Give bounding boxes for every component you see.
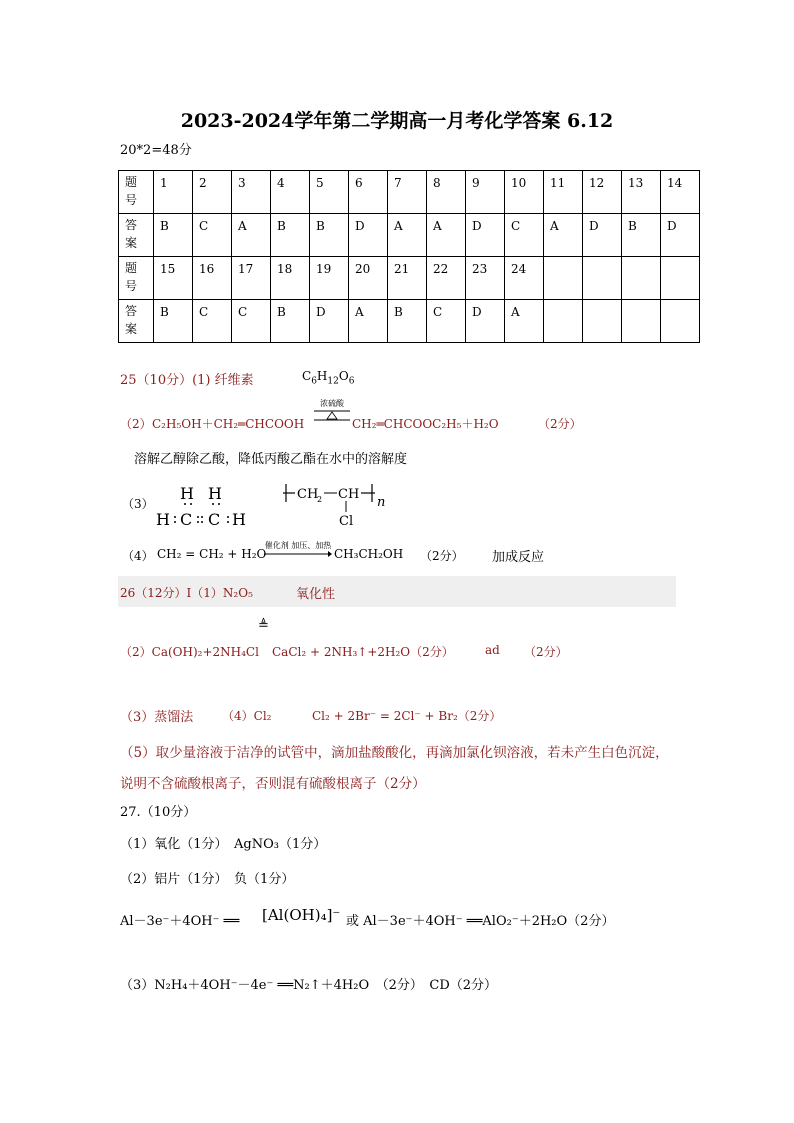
table-cell: A — [505, 300, 544, 343]
svg-text:2: 2 — [317, 495, 323, 504]
q25-p2-eq-left: C₂H₅OH＋CH₂═CHCOOH — [152, 417, 305, 431]
q25-p4-score: （2分） — [420, 549, 464, 563]
table-cell: A — [544, 214, 583, 257]
table-cell: 21 — [388, 257, 427, 300]
table-cell: D — [661, 214, 700, 257]
q26-p2: （2）Ca(OH)₂+2NH₄Cl — [120, 645, 259, 659]
q27-eq-left: Al－3e⁻＋4OH⁻ ══ — [120, 914, 240, 929]
table-cell: 24 — [505, 257, 544, 300]
q26-head: 26（12分）I（1）N₂O₅ — [120, 586, 253, 600]
reversible-arrow-icon — [314, 408, 350, 424]
answer-table — [118, 170, 700, 343]
table-cell: B — [271, 214, 310, 257]
table-cell: 9 — [466, 171, 505, 214]
table-cell: 11 — [544, 171, 583, 214]
row-label: 答 案 — [119, 300, 154, 343]
table-cell — [583, 257, 622, 300]
svg-text:Cl: Cl — [339, 514, 354, 529]
answer-row — [119, 300, 700, 343]
table-cell: A — [388, 214, 427, 257]
q27-p2: （2）铝片（1分） 负（1分） — [120, 872, 295, 887]
table-cell: 20 — [349, 257, 388, 300]
ethylene-electron-structure — [152, 481, 252, 531]
q25-p2-condition: 浓硫酸 — [320, 399, 344, 408]
table-cell: D — [466, 214, 505, 257]
svg-text:C: C — [208, 510, 221, 529]
q25-formula: $C_6H_{12}O_6$ — [302, 369, 355, 387]
q27-eq-complex: [Al(OH)₄]⁻ — [262, 906, 341, 924]
q26-oxid: 氧化性 — [296, 587, 336, 602]
table-cell — [622, 257, 661, 300]
table-cell: 3 — [232, 171, 271, 214]
q25-p2-prefix: （2） — [120, 417, 152, 431]
q25-p4-type: 加成反应 — [492, 550, 545, 565]
table-cell: D — [310, 300, 349, 343]
svg-text:CH: CH — [338, 487, 360, 502]
pvc-structure — [283, 478, 393, 530]
q25-p4-prefix: （4） — [122, 549, 154, 563]
arrow-icon — [264, 550, 332, 558]
q25-p3-prefix: （3） — [122, 497, 154, 511]
table-cell: 17 — [232, 257, 271, 300]
table-cell: A — [232, 214, 271, 257]
table-cell — [661, 300, 700, 343]
table-cell: 6 — [349, 171, 388, 214]
table-cell: B — [310, 214, 349, 257]
table-cell: B — [388, 300, 427, 343]
table-cell: A — [427, 214, 466, 257]
heat-symbol: ≜ — [258, 618, 269, 633]
table-cell: 2 — [193, 171, 232, 214]
q26-p2-score: （2分） — [524, 645, 568, 659]
q26-p2-ad: ad — [485, 643, 500, 657]
table-cell: B — [154, 214, 193, 257]
table-cell: 8 — [427, 171, 466, 214]
table-cell: 22 — [427, 257, 466, 300]
table-cell — [583, 300, 622, 343]
table-cell: C — [505, 214, 544, 257]
q27-eq-or: 或 Al－3e⁻＋4OH⁻ ══AlO₂⁻＋2H₂O（2分） — [346, 914, 615, 929]
table-cell — [544, 300, 583, 343]
table-cell: A — [349, 300, 388, 343]
table-cell: 15 — [154, 257, 193, 300]
table-cell: 7 — [388, 171, 427, 214]
q25-p2-score: （2分） — [538, 417, 582, 431]
row-label: 题 号 — [119, 171, 154, 214]
q25-p4-condition: 催化剂 加压、加热 — [264, 541, 332, 550]
q26-p4-eq: Cl₂ + 2Br⁻ = 2Cl⁻ + Br₂（2分） — [312, 709, 502, 723]
page-title: 2023-2024学年第二学期高一月考化学答案 6.12 — [180, 110, 614, 132]
table-cell: 13 — [622, 171, 661, 214]
table-cell: 23 — [466, 257, 505, 300]
q26-p2-right: CaCl₂ + 2NH₃↑+2H₂O（2分） — [272, 645, 454, 659]
svg-text:C: C — [180, 510, 193, 529]
svg-text:H: H — [156, 510, 170, 529]
q26-p5-line1: （5）取少量溶液于洁净的试管中，滴加盐酸酸化，再滴加氯化钡溶液，若未产生白色沉淀， — [120, 745, 669, 761]
svg-text:n: n — [377, 495, 386, 510]
table-cell: D — [466, 300, 505, 343]
table-cell: D — [349, 214, 388, 257]
table-cell: 5 — [310, 171, 349, 214]
question-number-row — [119, 257, 700, 300]
row-label: 题 号 — [119, 257, 154, 300]
table-cell: 1 — [154, 171, 193, 214]
svg-text:H: H — [232, 510, 246, 529]
svg-text:H: H — [180, 484, 194, 503]
table-cell: C — [427, 300, 466, 343]
q25-p2-eq-right: CH₂═CHCOOC₂H₅＋H₂O — [352, 417, 499, 431]
q25-head: 25（10分）(1) 纤维素 — [120, 373, 254, 388]
table-cell: 14 — [661, 171, 700, 214]
q25-p2-note: 溶解乙醇除乙酸，降低丙酸乙酯在水中的溶解度 — [134, 452, 408, 467]
table-cell: C — [193, 214, 232, 257]
table-cell: 16 — [193, 257, 232, 300]
q25-p4-eq: CH₂ = CH₂ + H₂O — [157, 547, 267, 561]
table-cell: 12 — [583, 171, 622, 214]
table-cell: B — [271, 300, 310, 343]
table-cell: 10 — [505, 171, 544, 214]
svg-text:H: H — [208, 484, 222, 503]
table-cell: C — [193, 300, 232, 343]
question-number-row — [119, 171, 700, 214]
table-cell: B — [622, 214, 661, 257]
table-cell: D — [583, 214, 622, 257]
q26-p5-line2: 说明不含硫酸根离子，否则混有硫酸根离子（2分） — [120, 776, 426, 792]
table-cell: C — [232, 300, 271, 343]
table-cell — [622, 300, 661, 343]
table-cell: 4 — [271, 171, 310, 214]
q26-p4: （4）Cl₂ — [222, 709, 272, 723]
q27-head: 27.（10分） — [120, 805, 197, 820]
q27-p1: （1）氧化（1分） AgNO₃（1分） — [120, 837, 327, 852]
answer-row — [119, 214, 700, 257]
table-cell: 18 — [271, 257, 310, 300]
score-note: 20*2=48分 — [120, 143, 192, 158]
q26-p3: （3）蒸馏法 — [120, 710, 194, 725]
row-label: 答 案 — [119, 214, 154, 257]
svg-text:CH: CH — [297, 487, 319, 502]
q25-p4-right: CH₃CH₂OH — [334, 547, 404, 561]
table-cell: 19 — [310, 257, 349, 300]
q27-p3: （3）N₂H₄＋4OH⁻－4e⁻ ══N₂↑＋4H₂O （2分） CD（2分） — [120, 978, 498, 993]
table-cell — [661, 257, 700, 300]
table-cell: B — [154, 300, 193, 343]
table-cell — [544, 257, 583, 300]
